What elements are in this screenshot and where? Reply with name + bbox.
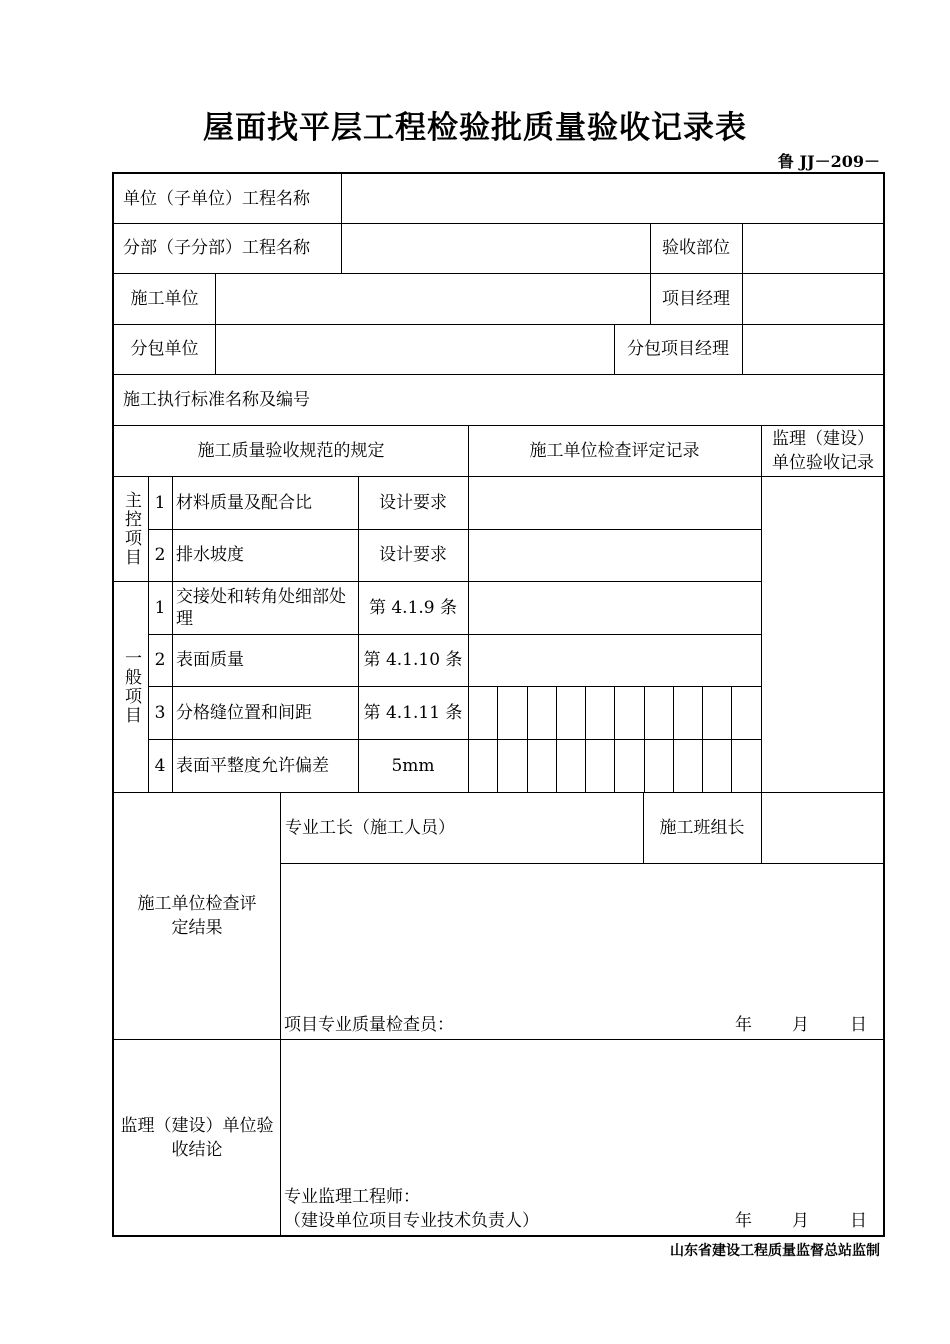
- form-code: 鲁 JJ－209－: [777, 152, 880, 171]
- standard-label: 施工执行标准名称及编号: [123, 389, 310, 410]
- supervision-date-day: 日: [850, 1211, 867, 1231]
- main-item-no: 2: [154, 545, 166, 565]
- contractor-label: 施工单位: [130, 288, 199, 309]
- supervision-conclusion-content[interactable]: [281, 1040, 885, 1180]
- general-supervisor-record[interactable]: [762, 581, 885, 792]
- supervising-engineer-label: 专业监理工程师：: [284, 1187, 420, 1207]
- unit-project-value[interactable]: [342, 174, 885, 223]
- page-title: 屋面找平层工程检验批质量验收记录表: [203, 110, 747, 146]
- supervision-date-month: 月: [792, 1211, 809, 1231]
- supervisor-record-header: 监理（建设）单位验收记录: [772, 428, 874, 473]
- inspection-date-month: 月: [792, 1015, 809, 1035]
- general-item-record[interactable]: [469, 581, 761, 634]
- issuer-footer: 山东省建设工程质量监督总站监制: [670, 1243, 880, 1259]
- main-item-name: 排水坡度: [176, 545, 244, 565]
- general-item-name: 表面质量: [176, 650, 244, 670]
- main-item-record[interactable]: [469, 529, 761, 581]
- acceptance-part-label: 验收部位: [662, 238, 730, 258]
- inspection-result-content[interactable]: [281, 864, 885, 1004]
- general-item-no: 1: [154, 597, 166, 618]
- general-item-no: 3: [154, 702, 166, 723]
- general-item-name: 表面平整度允许偏差: [176, 755, 329, 776]
- supervision-date-year: 年: [735, 1211, 752, 1231]
- contractor-record-header: 施工单位检查评定记录: [529, 440, 700, 461]
- unit-project-label: 单位（子单位）工程名称: [123, 188, 310, 209]
- owner-technical-lead-label: （建设单位项目专业技术负责人）: [284, 1211, 539, 1231]
- sub-project-manager-label: 分包项目经理: [627, 339, 729, 359]
- main-item-no: 1: [154, 492, 166, 513]
- main-control-label: 主控项目: [121, 490, 141, 567]
- main-item-name: 材料质量及配合比: [176, 492, 312, 513]
- inspection-date-day: 日: [850, 1015, 867, 1035]
- general-item-requirement: 第 4.1.11 条: [363, 702, 463, 723]
- sub-project-label: 分部（子分部）工程名称: [123, 238, 310, 258]
- sub-project-value[interactable]: [342, 223, 650, 273]
- team-leader-label: 施工班组长: [659, 817, 745, 838]
- general-item-name: 交接处和转角处细部处理: [176, 586, 346, 629]
- general-item-name: 分格缝位置和间距: [176, 702, 312, 723]
- foreman-value[interactable]: [469, 792, 643, 863]
- project-manager-label: 项目经理: [662, 288, 730, 309]
- general-item-requirement: 第 4.1.10 条: [363, 650, 463, 670]
- foreman-label: 专业工长（施工人员）: [285, 817, 455, 838]
- inspector-label: 项目专业质量检查员：: [284, 1015, 454, 1035]
- general-item-no: 4: [154, 755, 166, 776]
- contractor-value[interactable]: [216, 273, 650, 324]
- acceptance-part-value[interactable]: [743, 223, 885, 273]
- project-manager-value[interactable]: [743, 273, 885, 324]
- sub-project-manager-value[interactable]: [743, 324, 885, 374]
- subcontractor-value[interactable]: [216, 324, 614, 374]
- inspection-form-table: [112, 172, 885, 1237]
- main-item-requirement: 设计要求: [379, 545, 447, 565]
- standard-value[interactable]: [375, 374, 885, 425]
- subcontractor-label: 分包单位: [130, 339, 199, 359]
- general-item-record[interactable]: [469, 634, 761, 686]
- spec-header: 施工质量验收规范的规定: [197, 440, 385, 461]
- general-items-label: 一般项目: [121, 648, 141, 725]
- general-item-requirement: 5mm: [391, 755, 435, 776]
- inspection-result-label: 施工单位检查评定结果: [137, 893, 257, 938]
- inspection-date-year: 年: [735, 1015, 752, 1035]
- general-item-requirement: 第 4.1.9 条: [368, 597, 458, 618]
- main-item-requirement: 设计要求: [379, 492, 447, 513]
- general-item-no: 2: [154, 650, 166, 670]
- main-item-record[interactable]: [469, 476, 761, 529]
- team-leader-value[interactable]: [762, 792, 885, 863]
- main-control-supervisor-record[interactable]: [762, 476, 885, 581]
- supervision-conclusion-label: 监理（建设）单位验收结论: [120, 1116, 274, 1160]
